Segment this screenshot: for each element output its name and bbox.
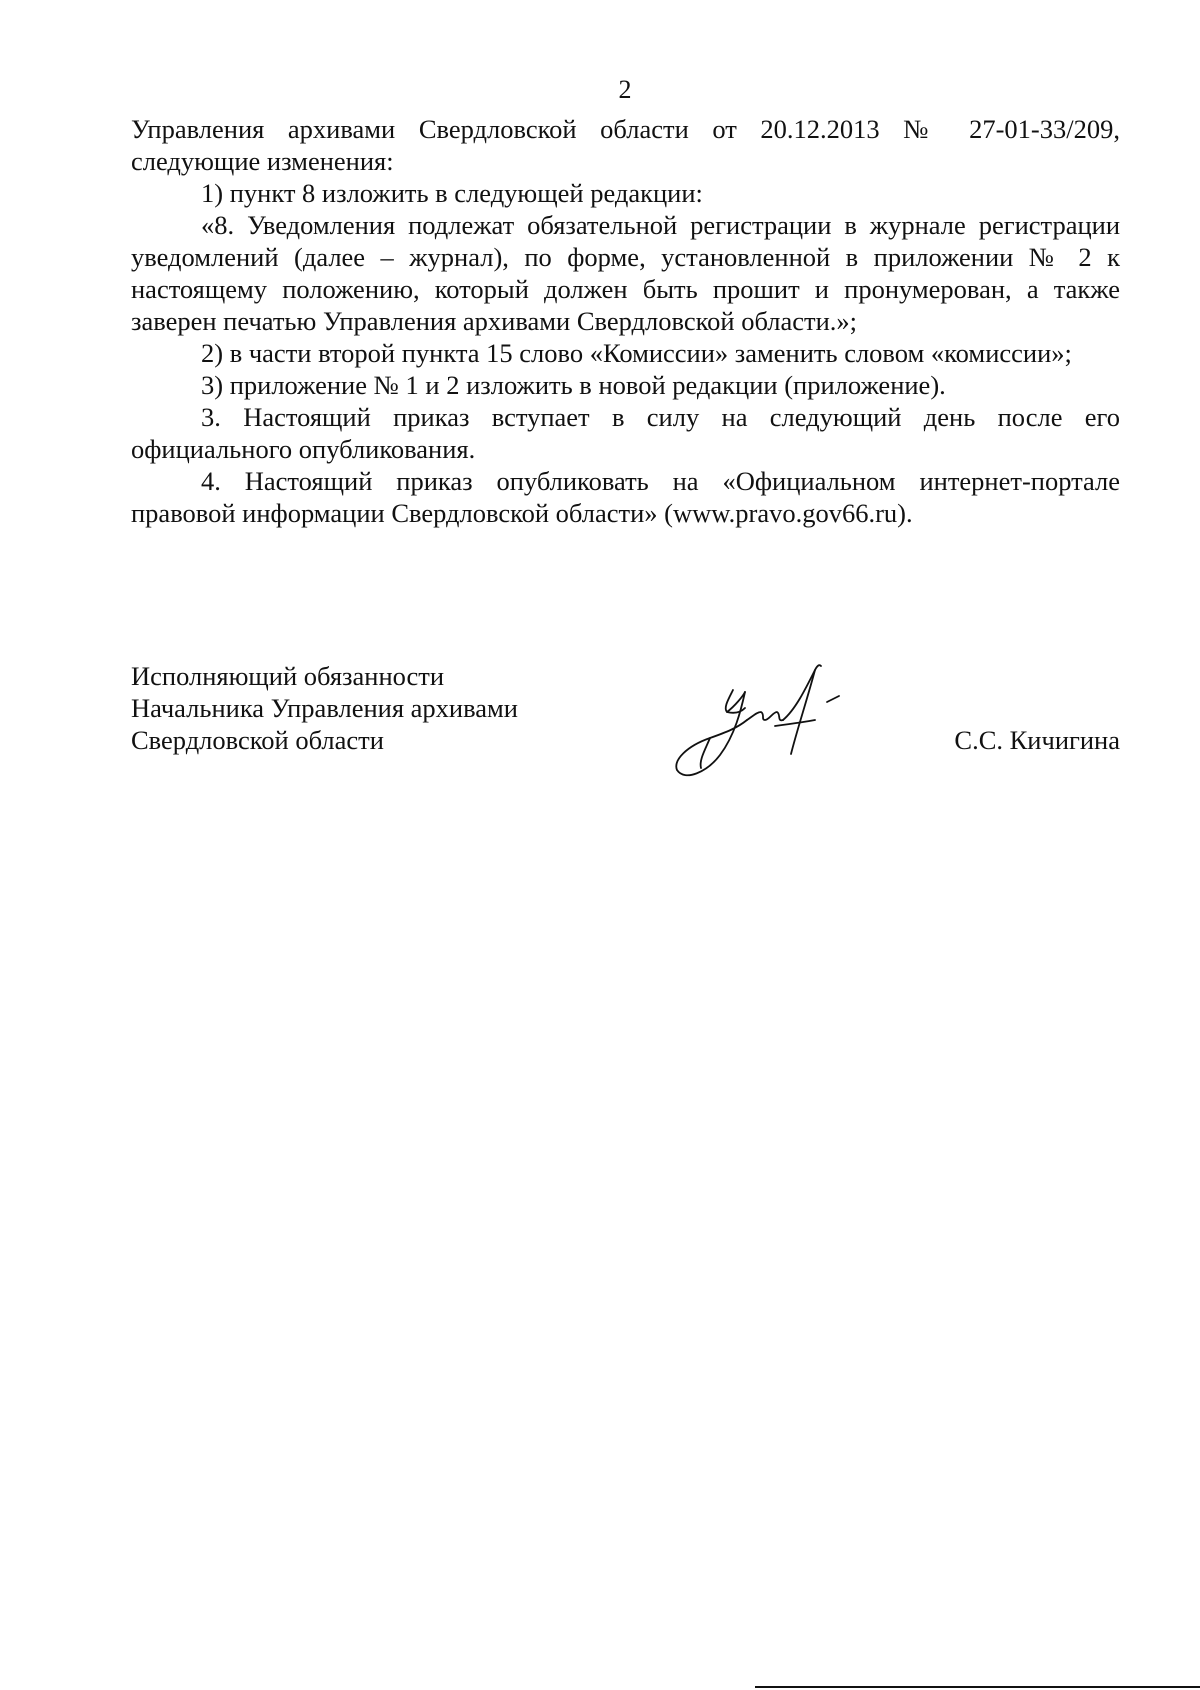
footer-rule	[755, 1686, 1200, 1688]
paragraph-item-1: 1) пункт 8 изложить в следующей редакции:	[201, 178, 703, 208]
signer-position	[131, 660, 651, 756]
signer-position-line: Свердловской области	[131, 725, 384, 755]
document-body	[131, 113, 1120, 529]
signer-position-line: Начальника Управления архивами	[131, 693, 518, 723]
paragraph-intro: Управления архивами Свердловской области от 20.12.2013 № 27-01-33/209, следующие изменения:	[131, 114, 1120, 176]
handwritten-signature	[665, 650, 865, 800]
paragraph-item-2: 2) в части второй пункта 15 слово «Комиссии» заменить словом «комиссии»;	[201, 338, 1072, 368]
signature-stroke	[747, 712, 783, 720]
page-number: 2	[618, 75, 632, 104]
signature-block	[131, 660, 1120, 820]
paragraph-clause-4: 4. Настоящий приказ опубликовать на «Официальном интернет-портале правовой информации Свердловской области» (www.pravo.gov66.ru).	[131, 466, 1120, 528]
signature-stroke	[827, 696, 839, 702]
signature-stroke	[701, 738, 710, 768]
signer-position-line: Исполняющий обязанности	[131, 661, 445, 691]
signature-stroke	[791, 670, 815, 754]
paragraph-item-3: 3) приложение № 1 и 2 изложить в новой редакции (приложение).	[201, 370, 946, 400]
signature-stroke	[783, 665, 821, 720]
paragraph-quoted-clause-8: «8. Уведомления подлежат обязательной регистрации в журнале регистрации уведомлений (далее – журнал), по форме, установленной в приложении № 2 к настоящему положению, который должен быть прошит и пронумерован, а также заверен печатью Управления архивами Свердловской области.»;	[131, 210, 1120, 336]
paragraph-clause-3: 3. Настоящий приказ вступает в силу на следующий день после его официального опубликования.	[131, 402, 1120, 464]
signer-name: С.С. Кичигина	[954, 725, 1120, 755]
